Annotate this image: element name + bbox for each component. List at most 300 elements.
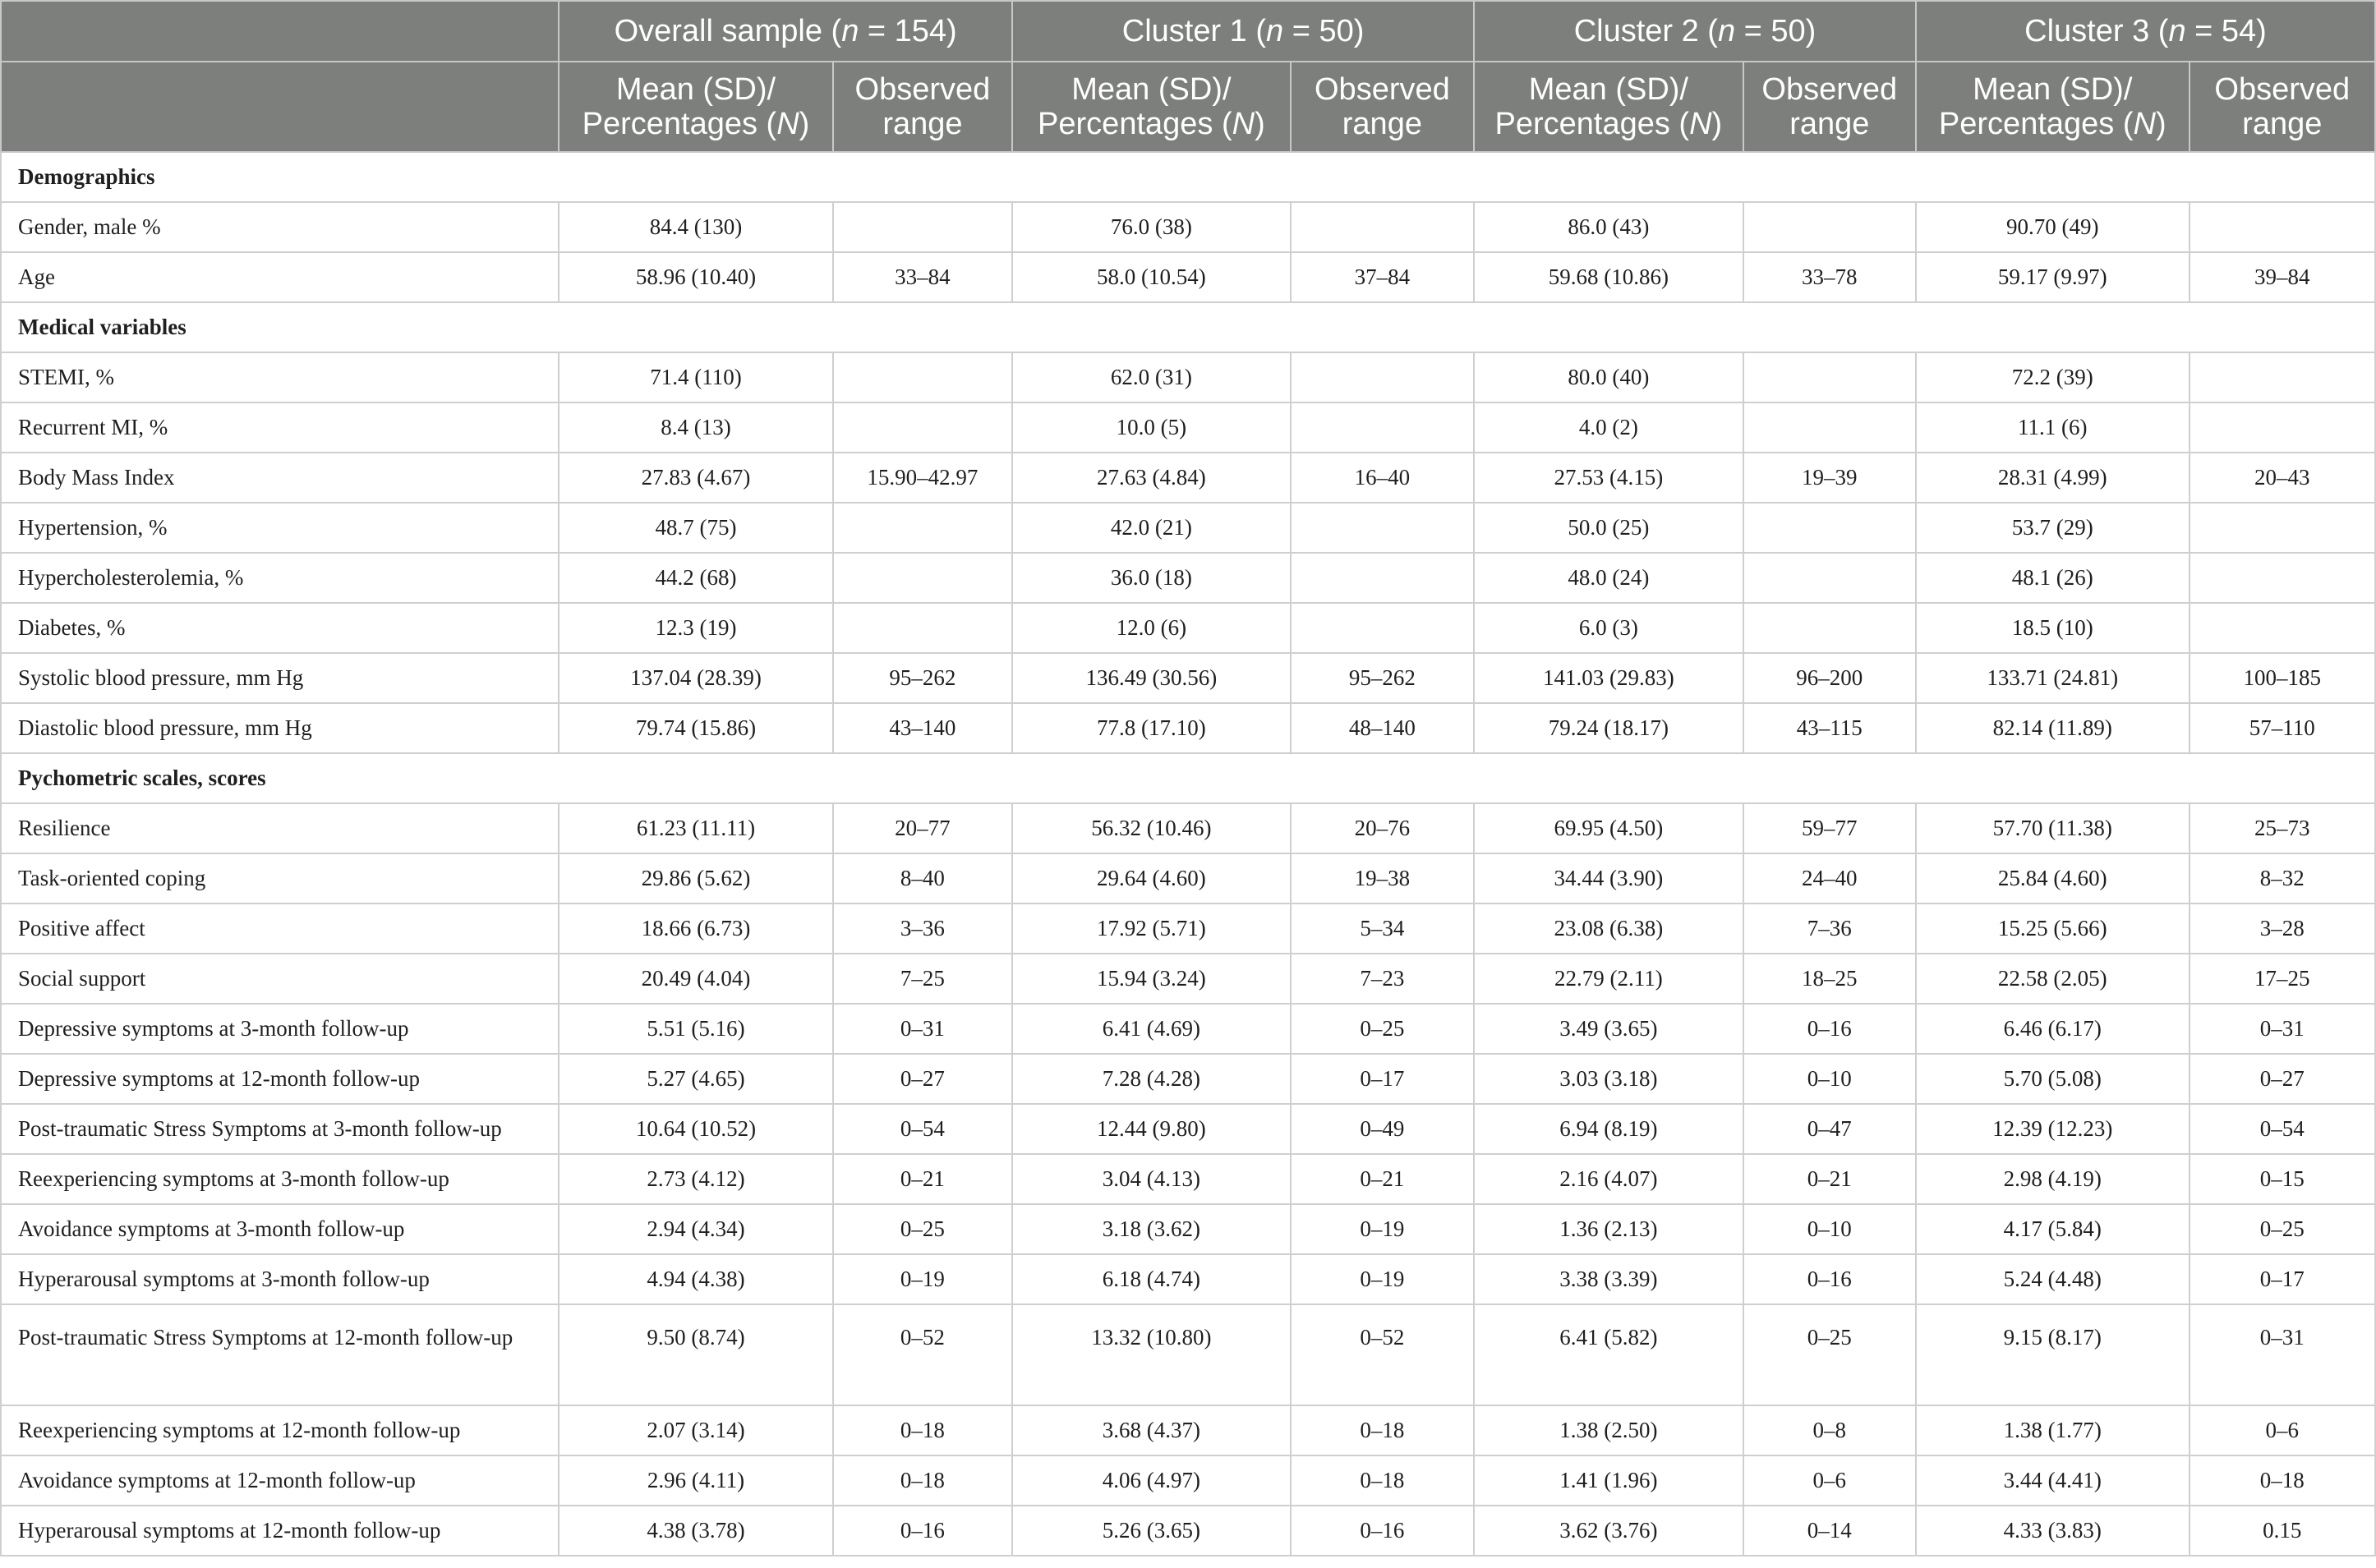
mean-cell: 17.92 (5.71): [1012, 904, 1291, 954]
range-cell: 0–18: [833, 1405, 1012, 1455]
mean-cell: 15.25 (5.66): [1916, 904, 2190, 954]
table-body: [1, 152, 2375, 1556]
row-label: Diabetes, %: [1, 603, 559, 653]
table-row: [1, 1004, 2375, 1054]
group-header-1: [559, 1, 1012, 62]
table-row: [1, 1104, 2375, 1154]
range-cell: [1743, 603, 1916, 653]
header-corner-sub: [1, 62, 559, 152]
subheader-mean-line1: Mean (SD)/: [1973, 72, 2133, 107]
subheader-mean-line2-post: ): [1255, 107, 1265, 141]
row-label: Post-traumatic Stress Symptoms at 12-month follow-up: [1, 1304, 559, 1405]
mean-cell: 1.38 (2.50): [1474, 1405, 1743, 1455]
mean-cell: 13.32 (10.80): [1012, 1304, 1291, 1405]
header-row-subcolumns: [1, 62, 2375, 152]
mean-cell: 25.84 (4.60): [1916, 853, 2190, 904]
table-row: [1, 1204, 2375, 1254]
mean-cell: 3.38 (3.39): [1474, 1254, 1743, 1304]
mean-cell: 15.94 (3.24): [1012, 954, 1291, 1004]
row-label: Recurrent MI, %: [1, 402, 559, 453]
table-row: [1, 803, 2375, 853]
row-label: Post-traumatic Stress Symptoms at 3-month follow-up: [1, 1104, 559, 1154]
subheader-mean-2: [1012, 62, 1291, 152]
table-row: [1, 553, 2375, 603]
mean-cell: 4.33 (3.83): [1916, 1506, 2190, 1556]
mean-cell: 59.17 (9.97): [1916, 252, 2190, 302]
subheader-mean-line2-n: N: [1232, 107, 1255, 141]
row-label: Diastolic blood pressure, mm Hg: [1, 703, 559, 753]
mean-cell: 77.8 (17.10): [1012, 703, 1291, 753]
range-cell: 0–18: [1291, 1455, 1474, 1506]
range-cell: [1291, 553, 1474, 603]
range-cell: 0–54: [833, 1104, 1012, 1154]
range-cell: 95–262: [833, 653, 1012, 703]
mean-cell: 29.86 (5.62): [559, 853, 833, 904]
row-label: Systolic blood pressure, mm Hg: [1, 653, 559, 703]
table-row: [1, 402, 2375, 453]
group-title-n: n: [1717, 13, 1736, 48]
range-cell: 0–19: [833, 1254, 1012, 1304]
group-title-suffix: = 50): [1735, 13, 1817, 48]
table-row: [1, 1405, 2375, 1455]
table-row: [1, 904, 2375, 954]
mean-cell: 57.70 (11.38): [1916, 803, 2190, 853]
group-title-suffix: = 154): [859, 13, 957, 48]
range-cell: 0–8: [1743, 1405, 1916, 1455]
mean-cell: 2.94 (4.34): [559, 1204, 833, 1254]
group-title-prefix: Cluster 3 (: [2024, 13, 2169, 48]
range-cell: [1743, 352, 1916, 402]
mean-cell: 42.0 (21): [1012, 503, 1291, 553]
mean-cell: 82.14 (11.89): [1916, 703, 2190, 753]
range-cell: [2190, 352, 2375, 402]
range-cell: [2190, 603, 2375, 653]
range-cell: 25–73: [2190, 803, 2375, 853]
mean-cell: 62.0 (31): [1012, 352, 1291, 402]
row-label: Hyperarousal symptoms at 12-month follow-up: [1, 1506, 559, 1556]
subheader-mean-line2-post: ): [799, 107, 810, 141]
mean-cell: 4.0 (2): [1474, 402, 1743, 453]
mean-cell: 4.94 (4.38): [559, 1254, 833, 1304]
range-cell: 0–6: [1743, 1455, 1916, 1506]
subheader-range-line2: range: [2242, 107, 2323, 141]
range-cell: 0–25: [2190, 1204, 2375, 1254]
group-title-prefix: Cluster 2 (: [1573, 13, 1718, 48]
mean-cell: 6.41 (5.82): [1474, 1304, 1743, 1405]
range-cell: [833, 202, 1012, 252]
subheader-mean-line2-n: N: [2133, 107, 2156, 141]
mean-cell: 3.04 (4.13): [1012, 1154, 1291, 1204]
table-row: [1, 1455, 2375, 1506]
group-header-4: [1916, 1, 2375, 62]
range-cell: 0–25: [833, 1204, 1012, 1254]
table-row: [1, 954, 2375, 1004]
group-title-n: n: [841, 13, 859, 48]
range-cell: [2190, 503, 2375, 553]
range-cell: [1743, 503, 1916, 553]
row-label: Age: [1, 252, 559, 302]
range-cell: 57–110: [2190, 703, 2375, 753]
table-row: [1, 1054, 2375, 1104]
range-cell: 0–31: [2190, 1304, 2375, 1405]
mean-cell: 58.96 (10.40): [559, 252, 833, 302]
range-cell: [1291, 352, 1474, 402]
mean-cell: 1.41 (1.96): [1474, 1455, 1743, 1506]
range-cell: [2190, 202, 2375, 252]
range-cell: 0–25: [1291, 1004, 1474, 1054]
range-cell: 7–25: [833, 954, 1012, 1004]
range-cell: 37–84: [1291, 252, 1474, 302]
range-cell: 33–78: [1743, 252, 1916, 302]
mean-cell: 34.44 (3.90): [1474, 853, 1743, 904]
group-title-n: n: [1266, 13, 1284, 48]
mean-cell: 4.17 (5.84): [1916, 1204, 2190, 1254]
mean-cell: 3.18 (3.62): [1012, 1204, 1291, 1254]
range-cell: [2190, 402, 2375, 453]
mean-cell: 79.24 (18.17): [1474, 703, 1743, 753]
mean-cell: 27.63 (4.84): [1012, 453, 1291, 503]
row-label: Hypercholesterolemia, %: [1, 553, 559, 603]
range-cell: 59–77: [1743, 803, 1916, 853]
row-label: STEMI, %: [1, 352, 559, 402]
range-cell: 0–16: [1743, 1254, 1916, 1304]
section-title: Pychometric scales, scores: [1, 753, 2375, 803]
mean-cell: 80.0 (40): [1474, 352, 1743, 402]
mean-cell: 56.32 (10.46): [1012, 803, 1291, 853]
subheader-range-line1: Observed: [1761, 72, 1898, 107]
range-cell: 0.15: [2190, 1506, 2375, 1556]
range-cell: [1291, 402, 1474, 453]
mean-cell: 7.28 (4.28): [1012, 1054, 1291, 1104]
mean-cell: 48.0 (24): [1474, 553, 1743, 603]
mean-cell: 2.16 (4.07): [1474, 1154, 1743, 1204]
range-cell: 7–36: [1743, 904, 1916, 954]
group-header-2: [1012, 1, 1474, 62]
subheader-range-line1: Observed: [854, 72, 991, 107]
mean-cell: 6.46 (6.17): [1916, 1004, 2190, 1054]
section-title: Medical variables: [1, 302, 2375, 352]
mean-cell: 8.4 (13): [559, 402, 833, 453]
mean-cell: 50.0 (25): [1474, 503, 1743, 553]
mean-cell: 4.38 (3.78): [559, 1506, 833, 1556]
header-row-groups: [1, 1, 2375, 62]
mean-cell: 18.5 (10): [1916, 603, 2190, 653]
mean-cell: 1.38 (1.77): [1916, 1405, 2190, 1455]
range-cell: 0–54: [2190, 1104, 2375, 1154]
table-row: [1, 1304, 2375, 1405]
mean-cell: 9.50 (8.74): [559, 1304, 833, 1405]
range-cell: 0–27: [2190, 1054, 2375, 1104]
range-cell: 0–18: [1291, 1405, 1474, 1455]
mean-cell: 71.4 (110): [559, 352, 833, 402]
mean-cell: 12.0 (6): [1012, 603, 1291, 653]
range-cell: 0–25: [1743, 1304, 1916, 1405]
mean-cell: 36.0 (18): [1012, 553, 1291, 603]
row-label: Avoidance symptoms at 12-month follow-up: [1, 1455, 559, 1506]
mean-cell: 136.49 (30.56): [1012, 653, 1291, 703]
range-cell: 0–49: [1291, 1104, 1474, 1154]
row-label: Gender, male %: [1, 202, 559, 252]
mean-cell: 44.2 (68): [559, 553, 833, 603]
mean-cell: 141.03 (29.83): [1474, 653, 1743, 703]
range-cell: 19–38: [1291, 853, 1474, 904]
group-title-suffix: = 54): [2185, 13, 2267, 48]
row-label: Task-oriented coping: [1, 853, 559, 904]
range-cell: 7–23: [1291, 954, 1474, 1004]
range-cell: [833, 402, 1012, 453]
range-cell: 0–6: [2190, 1405, 2375, 1455]
mean-cell: 3.62 (3.76): [1474, 1506, 1743, 1556]
range-cell: 43–115: [1743, 703, 1916, 753]
range-cell: 0–52: [1291, 1304, 1474, 1405]
subheader-mean-line1: Mean (SD)/: [1071, 72, 1232, 107]
subheader-mean-line2-pre: Percentages (: [582, 107, 777, 141]
row-label: Reexperiencing symptoms at 3-month follow-up: [1, 1154, 559, 1204]
mean-cell: 2.07 (3.14): [559, 1405, 833, 1455]
range-cell: 20–43: [2190, 453, 2375, 503]
mean-cell: 27.83 (4.67): [559, 453, 833, 503]
subheader-mean-4: [1916, 62, 2190, 152]
mean-cell: 2.73 (4.12): [559, 1154, 833, 1204]
range-cell: 20–77: [833, 803, 1012, 853]
range-cell: 0–17: [2190, 1254, 2375, 1304]
mean-cell: 12.39 (12.23): [1916, 1104, 2190, 1154]
mean-cell: 5.26 (3.65): [1012, 1506, 1291, 1556]
range-cell: 20–76: [1291, 803, 1474, 853]
range-cell: 0–19: [1291, 1254, 1474, 1304]
mean-cell: 4.06 (4.97): [1012, 1455, 1291, 1506]
mean-cell: 23.08 (6.38): [1474, 904, 1743, 954]
section-title: Demographics: [1, 152, 2375, 202]
range-cell: 15.90–42.97: [833, 453, 1012, 503]
row-label: Positive affect: [1, 904, 559, 954]
mean-cell: 137.04 (28.39): [559, 653, 833, 703]
mean-cell: 59.68 (10.86): [1474, 252, 1743, 302]
mean-cell: 10.64 (10.52): [559, 1104, 833, 1154]
subheader-mean-line2-pre: Percentages (: [1038, 107, 1232, 141]
group-title-suffix: = 50): [1283, 13, 1365, 48]
mean-cell: 5.27 (4.65): [559, 1054, 833, 1104]
row-label: Body Mass Index: [1, 453, 559, 503]
mean-cell: 3.49 (3.65): [1474, 1004, 1743, 1054]
mean-cell: 29.64 (4.60): [1012, 853, 1291, 904]
subheader-range-line1: Observed: [1315, 72, 1450, 107]
group-title-n: n: [2168, 13, 2186, 48]
range-cell: [1291, 603, 1474, 653]
mean-cell: 61.23 (11.11): [559, 803, 833, 853]
range-cell: 95–262: [1291, 653, 1474, 703]
subheader-mean-line2-n: N: [1689, 107, 1712, 141]
subheader-mean-1: [559, 62, 833, 152]
section-row: [1, 753, 2375, 803]
mean-cell: 3.44 (4.41): [1916, 1455, 2190, 1506]
range-cell: 16–40: [1291, 453, 1474, 503]
mean-cell: 5.70 (5.08): [1916, 1054, 2190, 1104]
table-row: [1, 853, 2375, 904]
range-cell: 0–21: [1743, 1154, 1916, 1204]
range-cell: 43–140: [833, 703, 1012, 753]
range-cell: 24–40: [1743, 853, 1916, 904]
range-cell: 0–31: [833, 1004, 1012, 1054]
range-cell: 0–16: [1743, 1004, 1916, 1054]
table-row: [1, 352, 2375, 402]
range-cell: [1291, 202, 1474, 252]
range-cell: 0–19: [1291, 1204, 1474, 1254]
subheader-range-line2: range: [1342, 107, 1422, 141]
group-title-prefix: Cluster 1 (: [1121, 13, 1267, 48]
row-label: Social support: [1, 954, 559, 1004]
mean-cell: 1.36 (2.13): [1474, 1204, 1743, 1254]
range-cell: 18–25: [1743, 954, 1916, 1004]
mean-cell: 28.31 (4.99): [1916, 453, 2190, 503]
range-cell: [833, 352, 1012, 402]
mean-cell: 69.95 (4.50): [1474, 803, 1743, 853]
mean-cell: 22.58 (2.05): [1916, 954, 2190, 1004]
range-cell: 0–52: [833, 1304, 1012, 1405]
row-label: Depressive symptoms at 3-month follow-up: [1, 1004, 559, 1054]
mean-cell: 10.0 (5): [1012, 402, 1291, 453]
range-cell: 0–14: [1743, 1506, 1916, 1556]
range-cell: 100–185: [2190, 653, 2375, 703]
subheader-mean-line2-pre: Percentages (: [1494, 107, 1690, 141]
mean-cell: 3.68 (4.37): [1012, 1405, 1291, 1455]
range-cell: 3–28: [2190, 904, 2375, 954]
subheader-range-1: [833, 62, 1012, 152]
mean-cell: 84.4 (130): [559, 202, 833, 252]
mean-cell: 2.98 (4.19): [1916, 1154, 2190, 1204]
subheader-range-line2: range: [1789, 107, 1870, 141]
table-row: [1, 703, 2375, 753]
mean-cell: 6.0 (3): [1474, 603, 1743, 653]
table-row: [1, 1254, 2375, 1304]
range-cell: 0–21: [833, 1154, 1012, 1204]
range-cell: 96–200: [1743, 653, 1916, 703]
range-cell: 5–34: [1291, 904, 1474, 954]
mean-cell: 3.03 (3.18): [1474, 1054, 1743, 1104]
subheader-mean-line2-post: ): [2155, 107, 2166, 141]
mean-cell: 12.3 (19): [559, 603, 833, 653]
mean-cell: 76.0 (38): [1012, 202, 1291, 252]
range-cell: [1291, 503, 1474, 553]
range-cell: 0–10: [1743, 1054, 1916, 1104]
mean-cell: 72.2 (39): [1916, 352, 2190, 402]
mean-cell: 48.7 (75): [559, 503, 833, 553]
subheader-mean-line1: Mean (SD)/: [1528, 72, 1688, 107]
header-corner: [1, 1, 559, 62]
table-header: [1, 1, 2375, 152]
range-cell: [1743, 202, 1916, 252]
range-cell: 48–140: [1291, 703, 1474, 753]
table-row: [1, 1154, 2375, 1204]
range-cell: 0–27: [833, 1054, 1012, 1104]
range-cell: [1743, 402, 1916, 453]
mean-cell: 133.71 (24.81): [1916, 653, 2190, 703]
range-cell: 0–17: [1291, 1054, 1474, 1104]
group-header-3: [1474, 1, 1916, 62]
subheader-mean-3: [1474, 62, 1743, 152]
mean-cell: 90.70 (49): [1916, 202, 2190, 252]
mean-cell: 2.96 (4.11): [559, 1455, 833, 1506]
range-cell: 0–16: [1291, 1506, 1474, 1556]
table-row: [1, 653, 2375, 703]
range-cell: [833, 603, 1012, 653]
mean-cell: 86.0 (43): [1474, 202, 1743, 252]
row-label: Resilience: [1, 803, 559, 853]
range-cell: 0–31: [2190, 1004, 2375, 1054]
range-cell: [1743, 553, 1916, 603]
section-row: [1, 302, 2375, 352]
mean-cell: 9.15 (8.17): [1916, 1304, 2190, 1405]
mean-cell: 11.1 (6): [1916, 402, 2190, 453]
mean-cell: 48.1 (26): [1916, 553, 2190, 603]
row-label: Avoidance symptoms at 3-month follow-up: [1, 1204, 559, 1254]
range-cell: 3–36: [833, 904, 1012, 954]
table-row: [1, 202, 2375, 252]
mean-cell: 5.24 (4.48): [1916, 1254, 2190, 1304]
mean-cell: 79.74 (15.86): [559, 703, 833, 753]
range-cell: 0–21: [1291, 1154, 1474, 1204]
mean-cell: 20.49 (4.04): [559, 954, 833, 1004]
range-cell: 19–39: [1743, 453, 1916, 503]
mean-cell: 53.7 (29): [1916, 503, 2190, 553]
mean-cell: 18.66 (6.73): [559, 904, 833, 954]
mean-cell: 58.0 (10.54): [1012, 252, 1291, 302]
range-cell: 0–10: [1743, 1204, 1916, 1254]
range-cell: 0–47: [1743, 1104, 1916, 1154]
subheader-range-line2: range: [882, 107, 963, 141]
row-label: Hypertension, %: [1, 503, 559, 553]
mean-cell: 5.51 (5.16): [559, 1004, 833, 1054]
range-cell: 8–40: [833, 853, 1012, 904]
range-cell: [833, 553, 1012, 603]
table-row: [1, 503, 2375, 553]
row-label: Reexperiencing symptoms at 12-month follow-up: [1, 1405, 559, 1455]
mean-cell: 12.44 (9.80): [1012, 1104, 1291, 1154]
subheader-range-2: [1291, 62, 1474, 152]
range-cell: 0–15: [2190, 1154, 2375, 1204]
subheader-range-4: [2190, 62, 2375, 152]
range-cell: 8–32: [2190, 853, 2375, 904]
range-cell: 39–84: [2190, 252, 2375, 302]
subheader-range-3: [1743, 62, 1916, 152]
subheader-mean-line2-post: ): [1711, 107, 1723, 141]
mean-cell: 27.53 (4.15): [1474, 453, 1743, 503]
group-title-prefix: Overall sample (: [614, 13, 842, 48]
subheader-mean-line2-pre: Percentages (: [1938, 107, 2134, 141]
subheader-mean-line2-n: N: [776, 107, 799, 141]
range-cell: [833, 503, 1012, 553]
mean-cell: 6.18 (4.74): [1012, 1254, 1291, 1304]
row-label: Hyperarousal symptoms at 3-month follow-up: [1, 1254, 559, 1304]
table-row: [1, 453, 2375, 503]
range-cell: 0–18: [833, 1455, 1012, 1506]
table-row: [1, 603, 2375, 653]
section-row: [1, 152, 2375, 202]
table-row: [1, 1506, 2375, 1556]
mean-cell: 22.79 (2.11): [1474, 954, 1743, 1004]
range-cell: 17–25: [2190, 954, 2375, 1004]
row-label: Depressive symptoms at 12-month follow-up: [1, 1054, 559, 1104]
mean-cell: 6.94 (8.19): [1474, 1104, 1743, 1154]
range-cell: [2190, 553, 2375, 603]
subheader-mean-line1: Mean (SD)/: [615, 72, 776, 107]
range-cell: 33–84: [833, 252, 1012, 302]
mean-cell: 6.41 (4.69): [1012, 1004, 1291, 1054]
range-cell: 0–18: [2190, 1455, 2375, 1506]
subheader-range-line1: Observed: [2214, 72, 2351, 107]
range-cell: 0–16: [833, 1506, 1012, 1556]
table-row: [1, 252, 2375, 302]
